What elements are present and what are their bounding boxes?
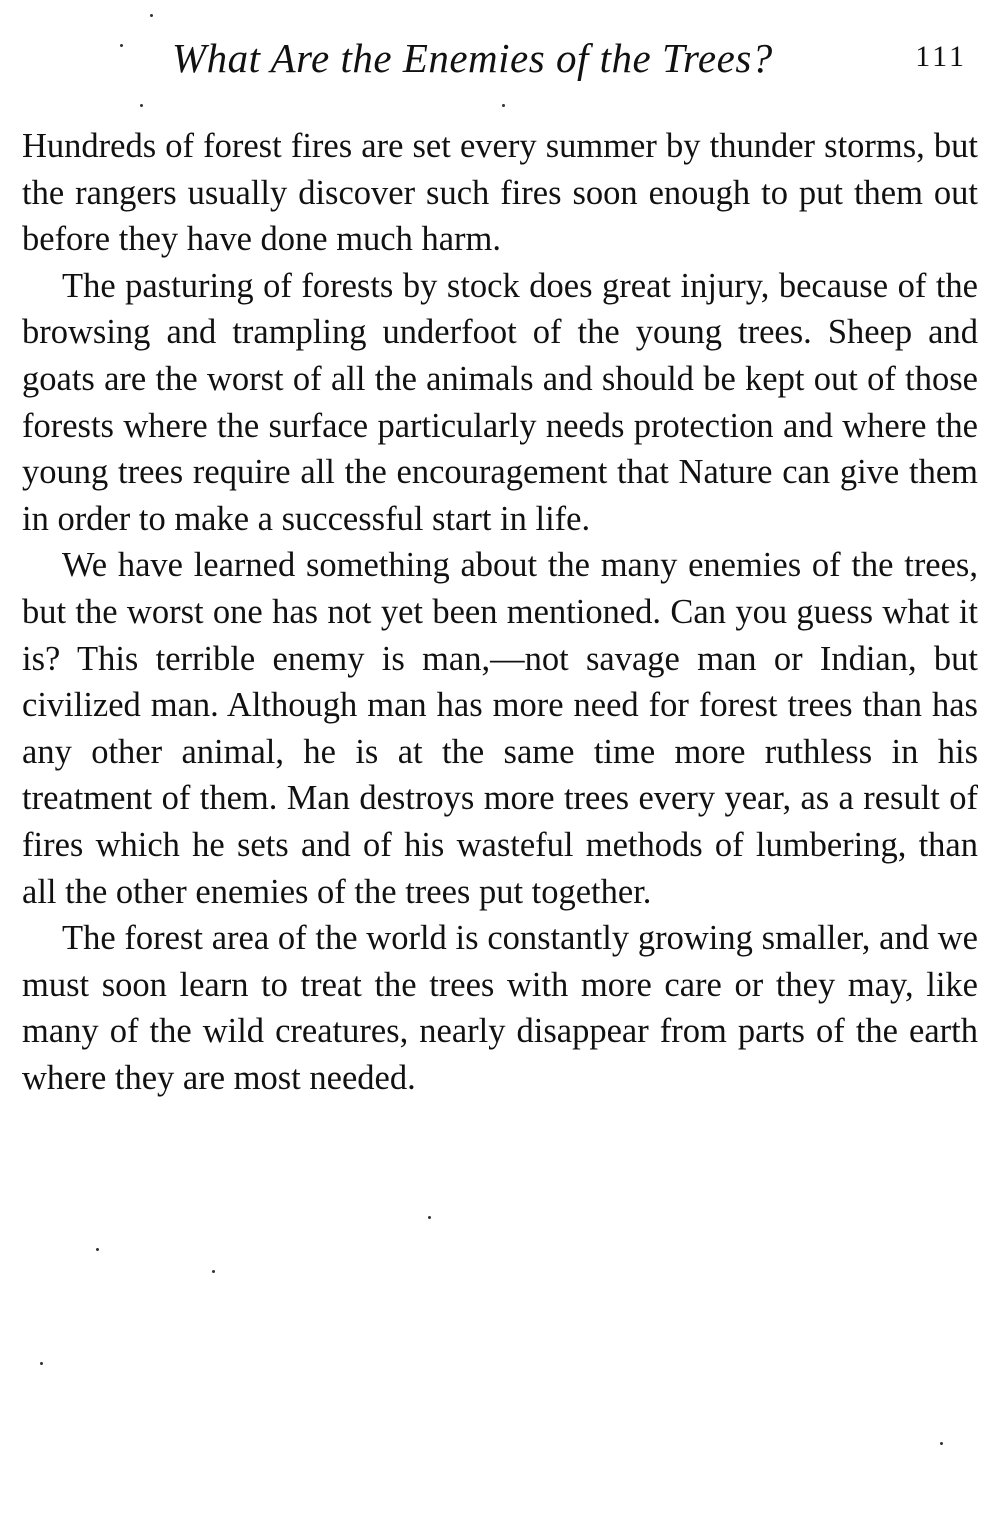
running-title: What Are the Enemies of the Trees? xyxy=(172,35,773,81)
body-text xyxy=(22,123,978,1101)
speck xyxy=(40,1362,43,1365)
speck xyxy=(428,1216,431,1219)
speck xyxy=(940,1442,943,1445)
page-number: 111 xyxy=(915,40,967,73)
paragraph-forest-area: The forest area of the world is constantly growing smaller, and we must soon learn to treat the trees with more care or they may, like many of the wild creatures, nearly disappear from parts of the earth where they are most needed. xyxy=(22,919,978,1097)
paragraph-thunderstorm-fires: Hundreds of forest fires are set every summer by thunder storms, but the rangers usually discover such fires soon enough to put them out before they have done much harm. xyxy=(22,127,978,259)
speck xyxy=(212,1270,215,1273)
speck xyxy=(150,14,153,17)
page-header xyxy=(172,34,967,94)
paragraph-man-as-enemy: We have learned something about the many enemies of the trees, but the worst one has not yet been mentioned. Can you guess what it is? This terrible enemy is man,—not savage man or Indian, but civilized man. Although man has more need for forest trees than has any other animal, he is at the same time more ruthless in his treatment of them. Man destroys more trees every year, as a result of fires which he sets and of his wasteful methods of lumbering, than all the other enemies of the trees put together. xyxy=(22,546,978,911)
paragraph-pasturing: The pasturing of forests by stock does great injury, because of the browsing and trampling underfoot of the young trees. Sheep and goats are the worst of all the animals and should be kept out of those forests where the surface particularly needs protection and where the young trees require all the encouragement that Nature can give them in order to make a successful start in life. xyxy=(22,266,978,538)
speck xyxy=(140,104,143,107)
speck xyxy=(96,1248,99,1251)
speck xyxy=(120,44,123,47)
speck xyxy=(502,104,505,107)
